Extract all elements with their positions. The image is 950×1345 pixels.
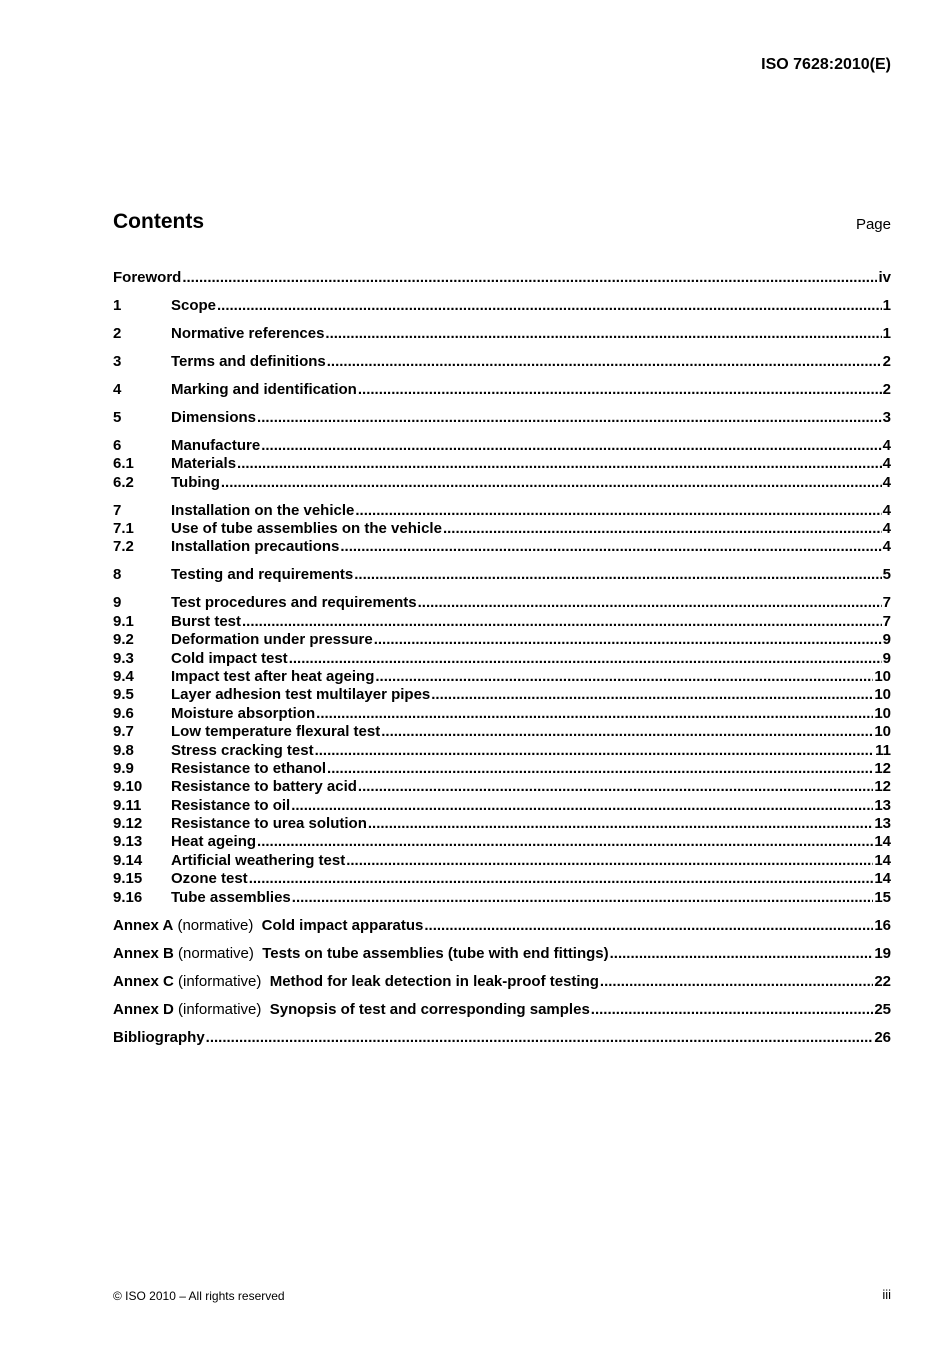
toc-entry[interactable] — [113, 566, 891, 584]
toc-entry-page: 2 — [882, 380, 891, 398]
toc-entry-title: Bibliography — [113, 1028, 205, 1046]
toc-entry-title: Tube assemblies — [171, 888, 291, 906]
toc-entry[interactable] — [113, 723, 891, 741]
toc-entry-title: Ozone test — [171, 870, 248, 888]
toc-entry-title: Testing and requirements — [171, 566, 354, 584]
toc-entry-title: Low temperature flexural test — [171, 723, 381, 741]
toc-entry[interactable] — [113, 520, 891, 538]
dot-leader — [600, 973, 873, 991]
toc-entry-title: Resistance to urea solution — [171, 815, 367, 833]
toc-entry-page: 16 — [874, 916, 891, 934]
dot-leader — [315, 742, 875, 760]
toc-entry-page: 4 — [882, 538, 891, 556]
dot-leader — [355, 502, 881, 520]
toc-entry-page: 4 — [882, 520, 891, 538]
toc-entry[interactable] — [113, 409, 891, 427]
toc-entry-number: 9.6 — [113, 704, 134, 722]
annex-type: (informative) — [178, 972, 262, 990]
toc-entry-number: 1 — [113, 296, 122, 314]
toc-entry-title: Scope — [171, 296, 217, 314]
toc-entry-number: 9.1 — [113, 612, 134, 630]
toc-entry-page: 25 — [874, 1000, 891, 1018]
toc-entry-page: 10 — [874, 704, 891, 722]
toc-entry-page: 4 — [882, 501, 891, 519]
toc-entry-page: 7 — [882, 612, 891, 630]
dot-leader — [327, 760, 873, 778]
toc-entry-title: Installation precautions — [171, 538, 340, 556]
toc-entry-number: 9.4 — [113, 667, 134, 685]
dot-leader — [289, 650, 882, 668]
dot-leader — [431, 686, 873, 704]
toc-entry-title: Installation on the vehicle — [171, 501, 355, 519]
toc-entry-page: 4 — [882, 436, 891, 454]
annex-title: Method for leak detection in leak-proof testing — [269, 972, 599, 990]
dot-leader — [257, 409, 882, 427]
document-code: ISO 7628:2010(E) — [761, 56, 891, 73]
annex-title: Tests on tube assemblies (tube with end fittings) — [262, 944, 609, 962]
toc-entry-page: 1 — [882, 324, 891, 342]
dot-leader — [325, 325, 881, 343]
toc-entry-title: Resistance to battery acid — [171, 778, 357, 796]
toc-entry-number: 9.11 — [113, 796, 142, 814]
toc-entry-page: 14 — [874, 833, 891, 851]
toc-entry-title: Dimensions — [171, 408, 257, 426]
toc-entry-page: 4 — [882, 473, 891, 491]
toc-entry-number: 3 — [113, 352, 122, 370]
toc-entry-page: 5 — [882, 566, 891, 584]
page-number: iii — [882, 1287, 891, 1302]
toc-entry-title: Test procedures and requirements — [171, 594, 417, 612]
toc-entry-title: Resistance to oil — [171, 796, 291, 814]
toc-entry[interactable] — [113, 474, 891, 492]
toc-entry-title: Heat ageing — [171, 833, 257, 851]
contents-heading: Contents — [113, 210, 204, 233]
toc-entry-number: 9.8 — [113, 741, 134, 759]
annex-label: Annex B — [113, 944, 174, 962]
toc-entry-page: 13 — [874, 815, 891, 833]
toc-entry-number: 7.1 — [113, 520, 134, 538]
dot-leader — [381, 723, 873, 741]
dot-leader — [182, 269, 877, 287]
toc-entry-title: Burst test — [171, 612, 242, 630]
table-of-contents — [113, 269, 891, 1047]
toc-entry-page: iv — [878, 268, 891, 286]
toc-entry-title: Foreword — [113, 268, 182, 286]
toc-entry[interactable] — [113, 538, 891, 556]
dot-leader — [418, 594, 882, 612]
toc-entry-title: Impact test after heat ageing — [171, 667, 375, 685]
toc-entry-title: Tubing — [171, 473, 220, 491]
toc-entry-number: 9.7 — [113, 723, 134, 741]
toc-entry[interactable] — [113, 686, 891, 704]
toc-entry-number: 9.9 — [113, 759, 134, 777]
dot-leader — [249, 870, 874, 888]
toc-entry-number: 6.2 — [113, 473, 134, 491]
toc-entry-page: 9 — [882, 649, 891, 667]
toc-entry-title: Cold impact test — [171, 649, 288, 667]
toc-entry[interactable] — [113, 668, 891, 686]
toc-entry-title: Artificial weathering test — [171, 851, 346, 869]
toc-entry-page: 9 — [882, 631, 891, 649]
annex-label: Annex D — [113, 1000, 174, 1018]
toc-entry-page: 11 — [875, 741, 891, 759]
dot-leader — [316, 705, 873, 723]
dot-leader — [206, 1029, 874, 1047]
toc-entry-title: Manufacture — [171, 436, 261, 454]
toc-entry[interactable] — [113, 705, 891, 723]
toc-entry-number: 2 — [113, 324, 122, 342]
toc-entry[interactable] — [113, 297, 891, 315]
toc-entry-number: 9.14 — [113, 851, 143, 869]
toc-entry-annex[interactable] — [113, 1001, 891, 1019]
copyright-notice: © ISO 2010 – All rights reserved — [113, 1289, 285, 1303]
toc-entry-annex[interactable] — [113, 917, 891, 935]
toc-entry-page: 19 — [874, 944, 891, 962]
toc-entry[interactable] — [113, 631, 891, 649]
toc-entry[interactable] — [113, 455, 891, 473]
toc-entry[interactable] — [113, 613, 891, 631]
toc-entry-page: 10 — [874, 723, 891, 741]
toc-entry-page: 22 — [874, 972, 891, 990]
toc-entry[interactable] — [113, 269, 891, 287]
dot-leader — [257, 833, 873, 851]
toc-entry-number: 5 — [113, 408, 122, 426]
toc-entry[interactable] — [113, 742, 891, 760]
toc-entry-page: 12 — [874, 759, 891, 777]
toc-entry-title: Terms and definitions — [171, 352, 326, 370]
dot-leader — [291, 797, 873, 815]
toc-entry-annex[interactable] — [113, 973, 891, 991]
toc-entry-page: 10 — [874, 686, 891, 704]
toc-entry-page: 26 — [874, 1028, 891, 1046]
toc-entry[interactable] — [113, 834, 891, 852]
dot-leader — [354, 566, 881, 584]
toc-entry-title: Stress cracking test — [171, 741, 314, 759]
toc-entry-number: 9.12 — [113, 815, 143, 833]
toc-entry-title: Normative references — [171, 324, 325, 342]
toc-entry-number: 9 — [113, 594, 122, 612]
dot-leader — [221, 474, 882, 492]
dot-leader — [242, 613, 882, 631]
dot-leader — [292, 889, 874, 907]
dot-leader — [261, 437, 881, 455]
dot-leader — [375, 668, 873, 686]
dot-leader — [217, 297, 882, 315]
toc-entry[interactable] — [113, 325, 891, 343]
toc-entry-page: 12 — [874, 778, 891, 796]
toc-entry-title: Use of tube assemblies on the vehicle — [171, 520, 442, 538]
toc-entry-number: 6 — [113, 436, 122, 454]
toc-entry-title: Marking and identification — [171, 380, 357, 398]
toc-entry[interactable] — [113, 778, 891, 796]
toc-entry-page: 15 — [874, 888, 891, 906]
annex-title: Synopsis of test and corresponding samples — [269, 1000, 590, 1018]
toc-entry-number: 7.2 — [113, 538, 134, 556]
toc-entry-title: Deformation under pressure — [171, 631, 373, 649]
dot-leader — [340, 538, 881, 556]
toc-entry[interactable] — [113, 852, 891, 870]
dot-leader — [374, 631, 882, 649]
toc-entry-title: Layer adhesion test multilayer pipes — [171, 686, 431, 704]
annex-type: (normative) — [178, 944, 254, 962]
annex-title: Cold impact apparatus — [261, 916, 424, 934]
dot-leader — [237, 455, 882, 473]
toc-entry[interactable] — [113, 889, 891, 907]
dot-leader — [358, 381, 882, 399]
toc-entry[interactable] — [113, 797, 891, 815]
toc-entry-number: 8 — [113, 566, 122, 584]
toc-entry-page: 10 — [874, 667, 891, 685]
toc-entry-page: 13 — [874, 796, 891, 814]
dot-leader — [327, 353, 882, 371]
toc-entry[interactable] — [113, 815, 891, 833]
toc-entry[interactable] — [113, 760, 891, 778]
dot-leader — [368, 815, 873, 833]
toc-entry-page: 7 — [882, 594, 891, 612]
toc-entry-number: 9.13 — [113, 833, 143, 851]
toc-entry-number: 9.5 — [113, 686, 134, 704]
toc-entry-page: 14 — [874, 870, 891, 888]
annex-label: Annex C — [113, 972, 174, 990]
dot-leader — [424, 917, 873, 935]
toc-entry-number: 4 — [113, 380, 122, 398]
toc-entry-page: 3 — [882, 408, 891, 426]
toc-entry-number: 9.2 — [113, 631, 134, 649]
toc-entry-page: 14 — [874, 851, 891, 869]
toc-entry[interactable] — [113, 650, 891, 668]
toc-entry-page: 4 — [882, 455, 891, 473]
toc-entry[interactable] — [113, 594, 891, 612]
toc-entry-number: 9.16 — [113, 888, 143, 906]
dot-leader — [346, 852, 873, 870]
toc-entry-title: Materials — [171, 455, 237, 473]
annex-type: (informative) — [178, 1000, 262, 1018]
toc-entry[interactable] — [113, 381, 891, 399]
dot-leader — [443, 520, 882, 538]
toc-entry-number: 9.10 — [113, 778, 143, 796]
toc-entry-number: 6.1 — [113, 455, 134, 473]
toc-entry-number: 7 — [113, 501, 122, 519]
toc-entry-title: Moisture absorption — [171, 704, 316, 722]
toc-entry-page: 2 — [882, 352, 891, 370]
page-column-label: Page — [855, 216, 891, 233]
toc-entry-page: 1 — [882, 296, 891, 314]
annex-type: (normative) — [177, 916, 254, 934]
toc-entry-bibliography[interactable] — [113, 1029, 891, 1047]
toc-entry[interactable] — [113, 353, 891, 371]
toc-entry[interactable] — [113, 502, 891, 520]
dot-leader — [358, 778, 873, 796]
toc-entry-number: 9.15 — [113, 870, 143, 888]
toc-entry-annex[interactable] — [113, 945, 891, 963]
toc-entry-title: Resistance to ethanol — [171, 759, 327, 777]
dot-leader — [610, 945, 874, 963]
toc-entry-number: 9.3 — [113, 649, 134, 667]
dot-leader — [591, 1001, 874, 1019]
annex-label: Annex A — [113, 916, 174, 934]
toc-entry[interactable] — [113, 870, 891, 888]
toc-entry[interactable] — [113, 437, 891, 455]
